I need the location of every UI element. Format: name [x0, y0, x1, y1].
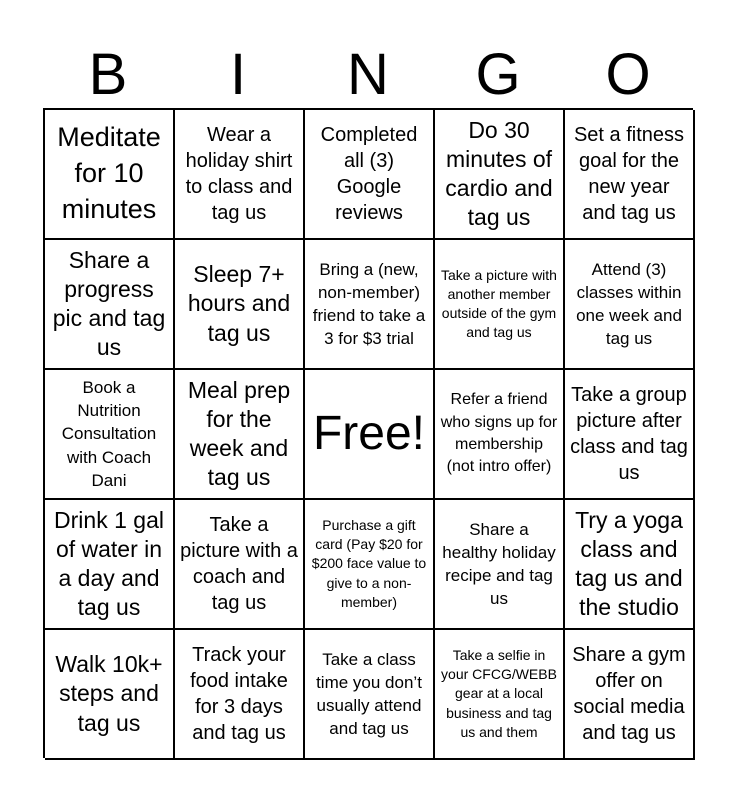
- bingo-cell-r1c1[interactable]: [45, 110, 175, 240]
- bingo-cell-r2c2[interactable]: [175, 240, 305, 370]
- cell-text: Take a group picture after class and tag us: [570, 384, 688, 484]
- cell-text: Walk 10k+ steps and tag us: [55, 651, 163, 736]
- cell-text: Set a fitness goal for the new year and tag us: [573, 124, 685, 224]
- cell-text: Drink 1 gal of water in a day and tag us: [54, 506, 164, 621]
- cell-text: Refer a friend who signs up for membership (not intro offer): [440, 391, 558, 476]
- cell-text: Book a Nutrition Consultation with Coach Dani: [61, 378, 157, 490]
- header-letter-g: G: [475, 42, 521, 107]
- bingo-cell-r4c3[interactable]: [305, 500, 435, 630]
- bingo-header: [43, 42, 693, 108]
- cell-text: Track your food intake for 3 days and tag us: [190, 644, 288, 744]
- cell-text: Try a yoga class and tag us and the studio: [575, 506, 683, 621]
- bingo-grid: [43, 108, 693, 758]
- cell-text: Meditate for 10 minutes: [57, 122, 161, 224]
- header-letter-n: N: [347, 42, 389, 107]
- cell-text: Meal prep for the week and tag us: [187, 376, 291, 491]
- cell-text: Purchase a gift card (Pay $20 for $200 face value to give to a non-member): [311, 517, 427, 610]
- bingo-cell-r1c3[interactable]: [305, 110, 435, 240]
- cell-text: Take a selfie in your CFCG/WEBB gear at a local business and tag us and them: [441, 647, 557, 740]
- cell-text: Share a progress pic and tag us: [52, 246, 166, 361]
- bingo-cell-r2c3[interactable]: [305, 240, 435, 370]
- bingo-cell-r1c4[interactable]: [435, 110, 565, 240]
- cell-text: Share a healthy holiday recipe and tag us: [442, 519, 556, 609]
- cell-text: Take a picture with another member outside of the gym and tag us: [441, 266, 557, 341]
- bingo-cell-r2c4[interactable]: [435, 240, 565, 370]
- cell-text: Completed all (3) Google reviews: [320, 124, 418, 224]
- bingo-cell-r5c1[interactable]: [45, 630, 175, 760]
- cell-text: Bring a (new, non-member) friend to take a 3 for $3 trial: [312, 259, 426, 349]
- bingo-cell-r3c4[interactable]: [435, 370, 565, 500]
- header-letter-b: B: [88, 42, 128, 107]
- bingo-cell-free[interactable]: [305, 370, 435, 500]
- bingo-cell-r5c3[interactable]: [305, 630, 435, 760]
- cell-text: Take a class time you don’t usually attend and tag us: [316, 649, 422, 739]
- cell-text: Take a picture with a coach and tag us: [180, 514, 298, 614]
- bingo-cell-r3c1[interactable]: [45, 370, 175, 500]
- bingo-cell-r5c5[interactable]: [565, 630, 695, 760]
- bingo-cell-r4c1[interactable]: [45, 500, 175, 630]
- cell-text: Share a gym offer on social media and tag us: [572, 644, 686, 744]
- bingo-cell-r4c4[interactable]: [435, 500, 565, 630]
- bingo-cell-r5c4[interactable]: [435, 630, 565, 760]
- cell-text: Wear a holiday shirt to class and tag us: [185, 124, 293, 224]
- cell-text: Sleep 7+ hours and tag us: [187, 261, 291, 346]
- bingo-cell-r3c2[interactable]: [175, 370, 305, 500]
- bingo-cell-r3c5[interactable]: [565, 370, 695, 500]
- header-letter-i: I: [229, 42, 247, 107]
- bingo-cell-r1c2[interactable]: [175, 110, 305, 240]
- bingo-cell-r4c2[interactable]: [175, 500, 305, 630]
- bingo-cell-r4c5[interactable]: [565, 500, 695, 630]
- cell-text: Attend (3) classes within one week and tag us: [576, 259, 682, 349]
- header-letter-o: O: [605, 42, 651, 107]
- bingo-cell-r1c5[interactable]: [565, 110, 695, 240]
- bingo-cell-r5c2[interactable]: [175, 630, 305, 760]
- bingo-cell-r2c5[interactable]: [565, 240, 695, 370]
- free-space-label: Free!: [312, 407, 426, 460]
- cell-text: Do 30 minutes of cardio and tag us: [445, 116, 553, 231]
- bingo-cell-r2c1[interactable]: [45, 240, 175, 370]
